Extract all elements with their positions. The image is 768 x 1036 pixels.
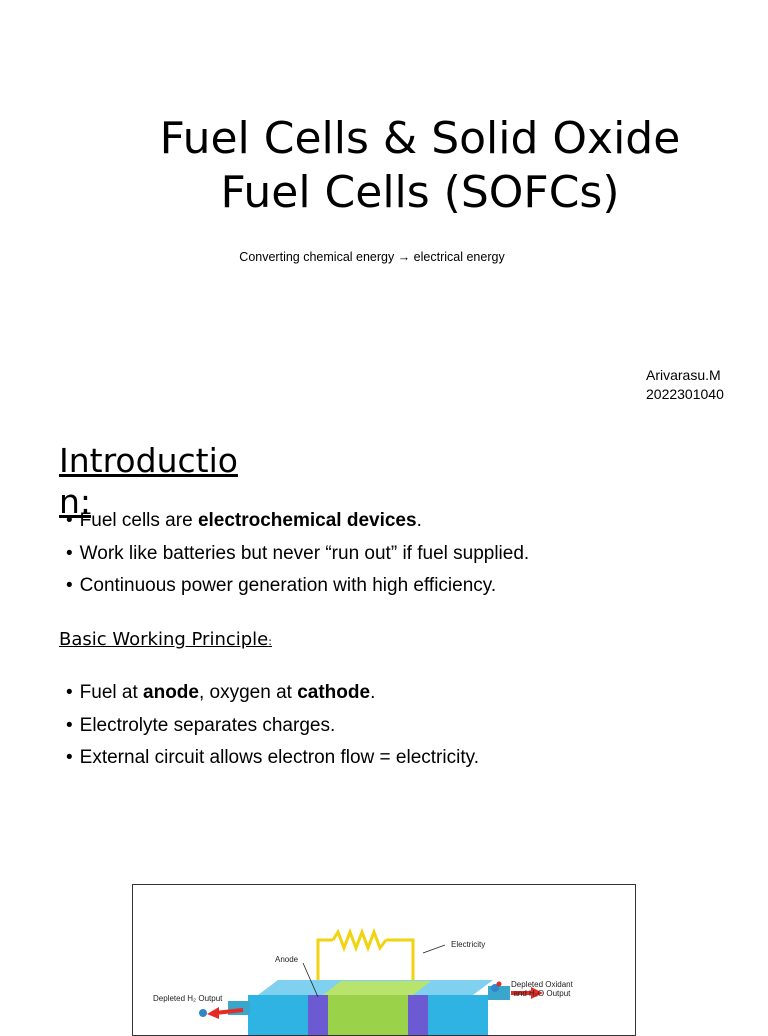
fuel-cell-illustration [133,885,635,1035]
author-name: Arivarasu.M [646,367,721,383]
bold-term: electrochemical devices [197,510,417,531]
circuit-wire-resistor [333,932,386,948]
h2o-molecule-icon [497,982,502,987]
electricity-label: Electricity [451,940,486,949]
introduction-heading: Introduction: [59,441,238,521]
cathode-layer [408,995,428,1035]
cathode-plate [428,995,488,1035]
principle-bullets [66,677,479,775]
bold-term: cathode [297,682,371,703]
electrolyte-top [323,981,431,995]
slide-subtitle: Converting chemical energy → electrical energy [239,250,505,264]
depleted-h2-label: Depleted H₂ Output [153,994,223,1003]
author-block [646,366,724,404]
list-item: • Work like batteries but never “run out” if fuel supplied. [66,538,529,571]
depleted-oxidant-label: Depleted Oxidant and H₂O Output [511,980,573,998]
principle-heading: Basic Working Principle: [59,629,272,650]
fuel-cell-diagram [132,884,636,1036]
anode-plate [248,995,308,1035]
bold-term: anode [143,682,199,703]
list-item: • External circuit allows electron flow = electricity. [66,742,479,775]
list-item: • Fuel cells are electrochemical devices. [66,505,529,538]
list-item: • Electrolyte separates charges. [66,710,479,743]
author-id: 2022301040 [646,386,724,402]
slide-title: Fuel Cells & Solid Oxide Fuel Cells (SOFCs) [159,113,681,218]
introduction-bullets [66,505,529,603]
anode-label: Anode [275,955,299,964]
anode-layer [308,995,328,1035]
list-item: • Continuous power generation with high efficiency. [66,570,529,603]
list-item: • Fuel at anode, oxygen at cathode. [66,677,479,710]
electricity-leader [423,945,445,953]
h2-molecule-icon [199,1009,207,1017]
electrolyte-layer [328,995,408,1035]
arrow-head [207,1007,219,1019]
